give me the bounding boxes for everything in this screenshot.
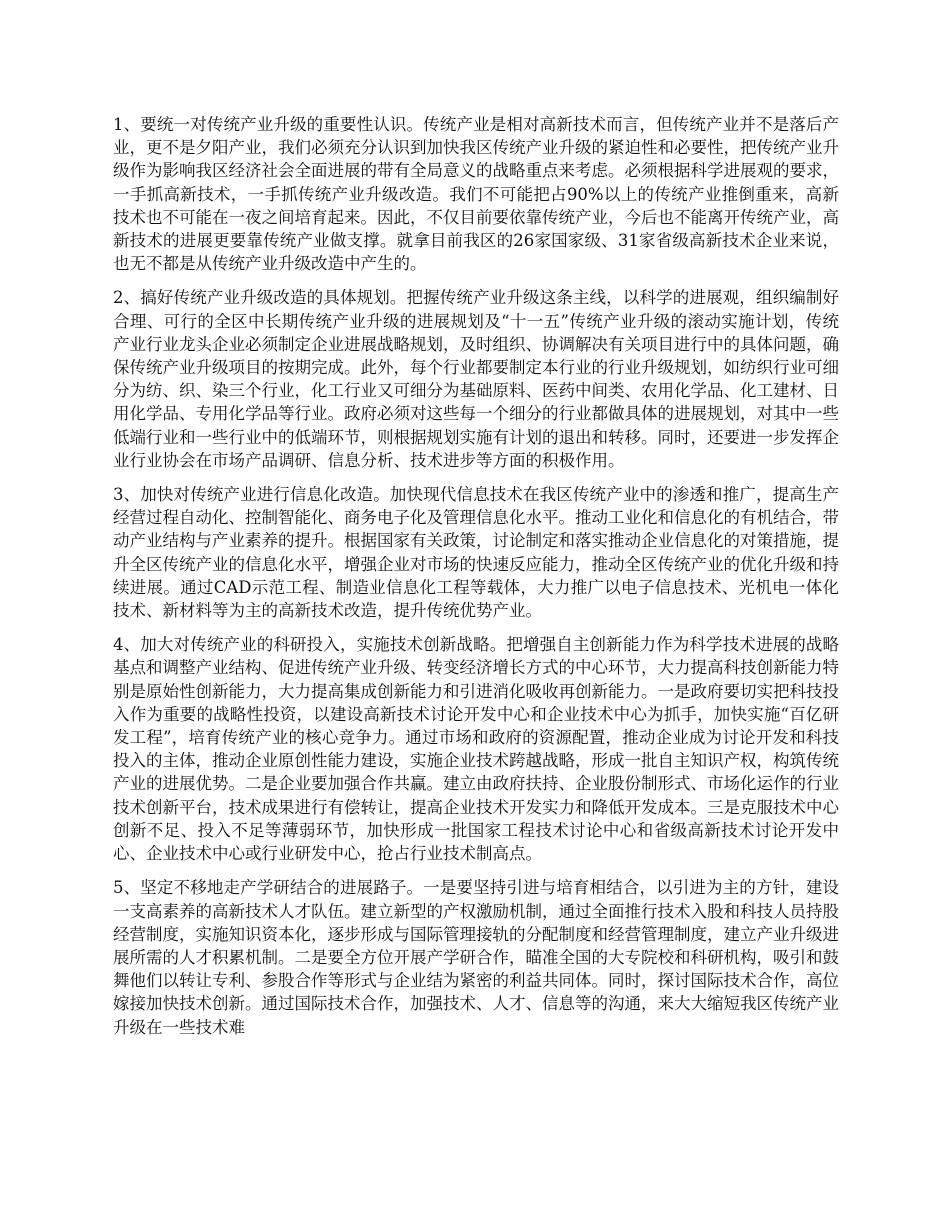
paragraph-4: 4、加大对传统产业的科研投入，实施技术创新战略。把增强自主创新能力作为科学技术进展的战略基点和调整产业结构、促进传统产业升级、转变经济增长方式的中心环节，大力提高科技创新能力特别是原始性创新能力，大力提高集成创新能力和引进消化吸收再创新能力。一是政府要切实把科技投入作为重要的战略性投资，以建设高新技术讨论开发中心和企业技术中心为抓手，加快实施“百亿研发工程”，培育传统产业的核心竞争力。通过市场和政府的资源配置，推动企业成为讨论开发和科技投入的主体，推动企业原创性能力建设，实施企业技术跨越战略，形成一批自主知识产权，构筑传统产业的进展优势。二是企业要加强合作共赢。建立由政府扶持、企业股份制形式、市场化运作的行业技术创新平台，技术成果进行有偿转让，提高企业技术开发实力和降低开发成本。三是克服技术中心创新不足、投入不足等薄弱环节，加快形成一批国家工程技术讨论中心和省级高新技术讨论开发中心、企业技术中心或行业研发中心，抢占行业技术制高点。 xyxy=(113,635,839,864)
paragraph-1: 1、要统一对传统产业升级的重要性认识。传统产业是相对高新技术而言，但传统产业并不是落后产业，更不是夕阳产业，我们必须充分认识到加快我区传统产业升级的紧迫性和必要性，把传统产业升级作为影响我区经济社会全面进展的带有全局意义的战略重点来考虑。必须根据科学进展观的要求，一手抓高新技术，一手抓传统产业升级改造。我们不可能把占90%以上的传统产业推倒重来，高新技术也不可能在一夜之间培育起来。因此，不仅目前要依靠传统产业，今后也不能离开传统产业，高新技术的进展更要靠传统产业做支撑。就拿目前我区的26家国家级、31家省级高新技术企业来说，也无不都是从传统产业升级改造中产生的。 xyxy=(113,115,839,274)
paragraph-5: 5、坚定不移地走产学研结合的进展路子。一是要坚持引进与培育相结合，以引进为主的方针，建设一支高素养的高新技术人才队伍。建立新型的产权激励机制，通过全面推行技术入股和科技人员持股经营制度，实施知识资本化，逐步形成与国际管理接轨的分配制度和经营管理制度，建立产业升级进展所需的人才积累机制。二是要全方位开展产学研合作，瞄准全国的大专院校和科研机构，吸引和鼓舞他们以转让专利、参股合作等形式与企业结为紧密的利益共同体。同时，探讨国际技术合作，高位嫁接加快技术创新。通过国际技术合作，加强技术、人才、信息等的沟通，来大大缩短我区传统产业升级在一些技术难 xyxy=(113,878,839,1037)
document-body xyxy=(113,113,839,1050)
paragraph-2: 2、搞好传统产业升级改造的具体规划。把握传统产业升级这条主线，以科学的进展观，组织编制好合理、可行的全区中长期传统产业升级的进展规划及“十一五”传统产业升级的滚动实施计划，传统产业行业龙头企业必须制定企业进展战略规划，及时组织、协调解决有关项目进行中的具体问题，确保传统产业升级项目的按期完成。此外，每个行业都要制定本行业的行业升级规划，如纺织行业可细分为纺、织、染三个行业，化工行业又可细分为基础原料、医药中间类、农用化学品、化工建材、日用化学品、专用化学品等行业。政府必须对这些每一个细分的行业都做具体的进展规划，对其中一些低端行业和一些行业中的低端环节，则根据规划实施有计划的退出和转移。同时，还要进一步发挥企业行业协会在市场产品调研、信息分析、技术进步等方面的积极作用。 xyxy=(113,288,839,470)
paragraph-3: 3、加快对传统产业进行信息化改造。加快现代信息技术在我区传统产业中的渗透和推广，提高生产经营过程自动化、控制智能化、商务电子化及管理信息化水平。推动工业化和信息化的有机结合，带动产业结构与产业素养的提升。根据国家有关政策，讨论制定和落实推动企业信息化的对策措施，提升全区传统产业的信息化水平，增强企业对市场的快速反应能力，推动全区传统产业的优化升级和持续进展。通过CAD示范工程、制造业信息化工程等载体，大力推广以电子信息技术、光机电一体化技术、新材料等为主的高新技术改造，提升传统优势产业。 xyxy=(113,485,839,621)
